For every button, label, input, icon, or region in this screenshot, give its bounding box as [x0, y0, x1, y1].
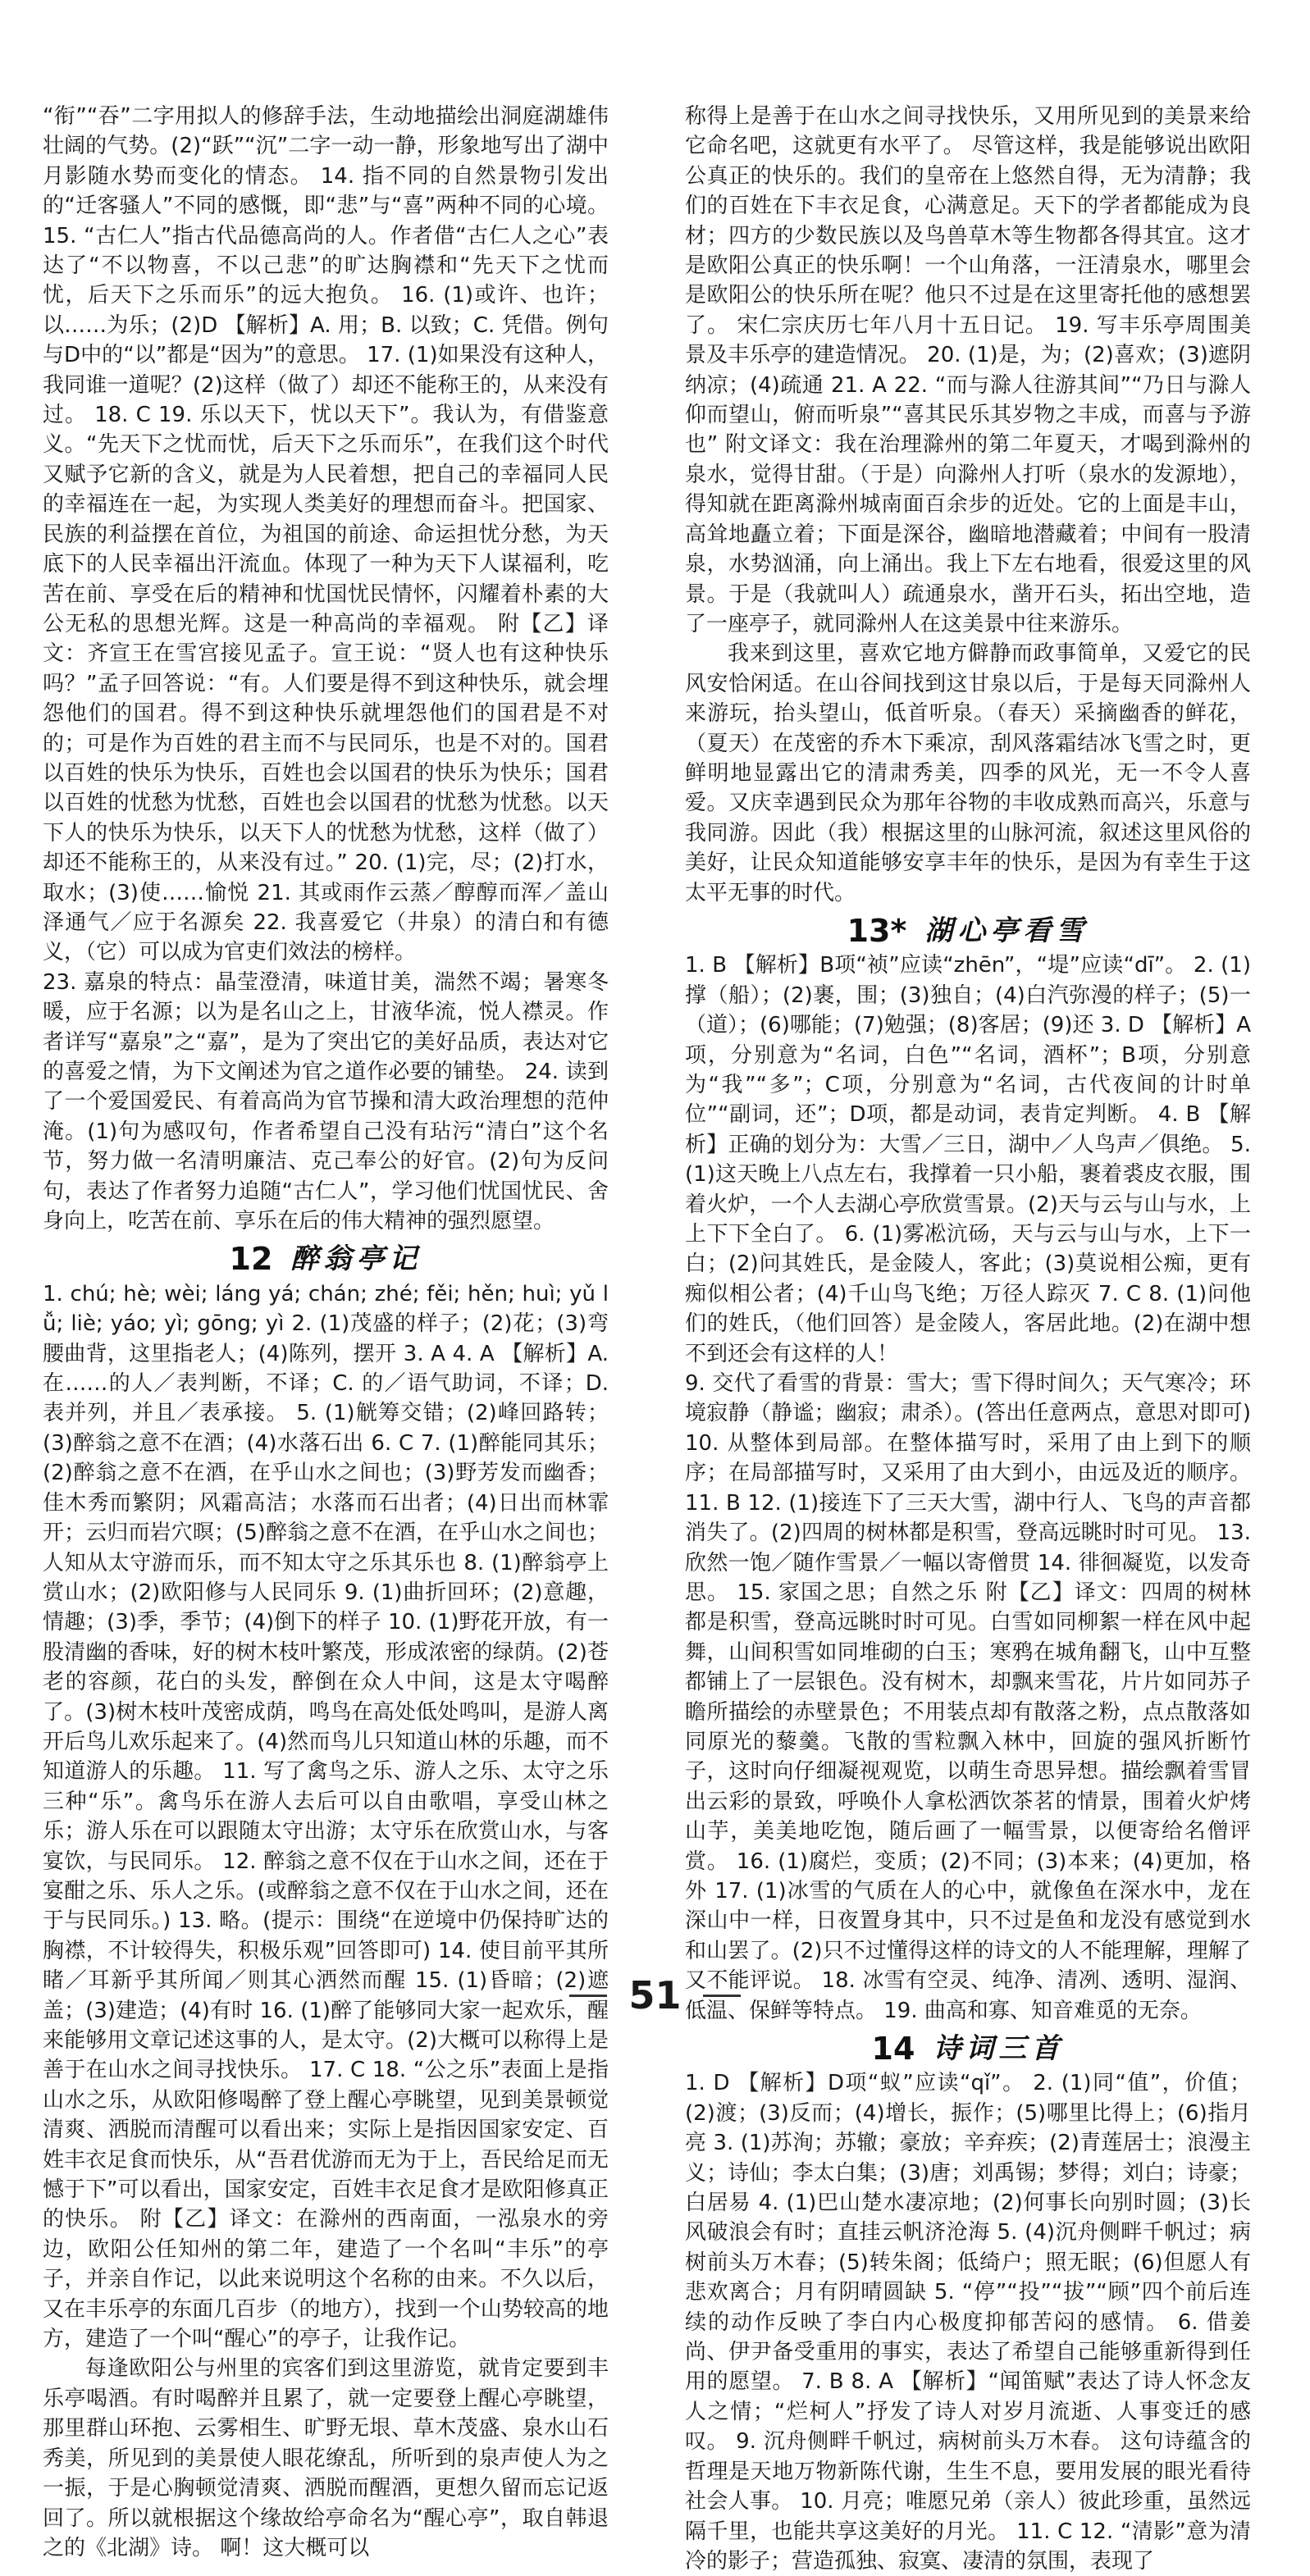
section-number: 13*: [847, 912, 907, 949]
right-column: [685, 102, 1251, 2576]
section-title: 诗词三首: [933, 2032, 1065, 2065]
footer-dash-right: [703, 1995, 741, 1997]
answer-text-block: “衔”“吞”二字用拟人的修辞手法，生动地描绘出洞庭湖雄伟壮阔的气势。(2)“跃”“沉”二字一动一静，形象地写出了湖中月影随水势而变化的情态。 14. 指不同的自然景物引发出的“迁客骚人”不同的感慨，即“悲”与“喜”两种不同的心境。 15. “古仁人”指古代品德高尚的人。作者借“古仁人之心”表达了“不以物喜，不以己悲”的旷达胸襟和“先天下之忧而忧，后天下之乐而乐”的远大抱负。 16. (1)或许、也许；以……为乐；(2)D 【解析】A. 用；B. 以致；C. 凭借。例句与D中的“以”都是“因为”的意思。 17. (1)如果没有这种人，我同谁一道呢？(2)这样（做了）却还不能称王的，从来没有过。 18. C 19. 乐以天下，忧以天下”。我认为，有借鉴意义。“先天下之忧而忧，后天下之乐而乐”，在我们这个时代又赋予它新的含义，就是为人民着想，把自己的幸福同人民的幸福连在一起，为实现人类美好的理想而奋斗。把国家、民族的利益摆在首位，为祖国的前途、命运担忧分愁，为天底下的人民幸福出汗流血。体现了一种为天下人谋福利，吃苦在前、享受在后的精神和忧国忧民情怀，闪耀着朴素的大公无私的思想光辉。这是一种高尚的幸福观。 附【乙】译文：齐宣王在雪宫接见孟子。宣王说：“贤人也有这种快乐吗？”孟子回答说：“有。人们要是得不到这种快乐，就会埋怨他们的国君。得不到这种快乐就埋怨他们的国君是不对的；可是作为百姓的君主而不与民同乐，也是不对的。国君以百姓的快乐为快乐，百姓也会以国君的快乐为快乐；国君以百姓的忧愁为忧愁，百姓也会以国君的忧愁为忧愁。以天下人的快乐为快乐，以天下人的忧愁为忧愁，这样（做了）却还不能称王的，从来没有过。” 20. (1)完，尽；(2)打水，取水；(3)使……愉悦 21. 其或雨作云蒸／醇醇而浑／盖山泽通气／应于名源矣 22. 我喜爱它（井泉）的清白和有德义，（它）可以成为官吏们效法的榜样。: [43, 104, 609, 965]
answer-text-block: 9. 交代了看雪的背景：雪大；雪下得时间久；天气寒冷；环境寂静（静谧；幽寂；肃杀）。(答出任意两点，意思对即可) 10. 从整体到局部。在整体描写时，采用了由上到下的顺序；在局部描写时，又采用了由大到小，由远及近的顺序。 11. B 12. (1)接连下了三天大雪，湖中行人、飞鸟的声音都消失了。(2)四周的树林都是积雪，登高远眺时时可见。 13. 欣然一饱／随作雪景／一幅以寄僧贯 14. 徘徊凝览，以发奇思。 15. 家国之思；自然之乐 附【乙】译文：四周的树林都是积雪，登高远眺时时可见。白雪如同柳絮一样在风中起舞，山间积雪如同堆砌的白玉；寒鸦在城角翻飞，山中互整都铺上了一层银色。没有树木，却飘来雪花，片片如同苏子瞻所描绘的赤壁景色；不用装点却有散落之粉，点点散落如同原光的藜羹。飞散的雪粒飘入林中，回旋的强风折断竹子，这时向仔细凝视观览，以萌生奇思异想。描绘飘着雪冒出云彩的景致，呼唤仆人拿松洒饮茶茗的情景，围着火炉烤山芋，美美地吃饱，随后画了一幅雪景，以便寄给名僧评赏。 16. (1)腐烂，变质；(2)不同；(3)本来；(4)更加，格外 17. (1)冰雪的气质在人的心中，就像鱼在深水中，龙在深山中一样，日夜置身其中，只不过是鱼和龙没有感觉到水和山罢了。(2)只不过懂得这样的诗文的人不能理解，理解了又不能评说。 18. 冰雪有空灵、纯净、清冽、透明、湿润、低温、保鲜等特点。 19. 曲高和寡、知音难觅的无奈。: [685, 1371, 1251, 2023]
page-footer: [0, 1973, 1310, 2017]
answer-text-block: 称得上是善于在山水之间寻找快乐，又用所见到的美景来给它命名吧，这就更有水平了。 尽管这样，我是能够说出欧阳公真正的快乐的。我们的皇帝在上悠然自得，无为清静；我们的百姓在下丰衣足食，心满意足。天下的学者都能成为良材；四方的少数民族以及鸟兽草木等生物都各得其宜。这才是欧阳公真正的快乐啊！一个山角落，一汪清泉水，哪里会是欧阳公的快乐所在呢？他只不过是在这里寄托他的感想罢了。 宋仁宗庆历七年八月十五日记。 19. 写丰乐亭周围美景及丰乐亭的建造情况。 20. (1)是，为；(2)喜欢；(3)遮阴纳凉；(4)疏通 21. A 22. “而与滁人往游其间”“乃日与滁人仰而望山，俯而听泉”“喜其民乐其岁物之丰成，而喜与予游也” 附文译文：我在治理滁州的第二年夏天，才喝到滁州的泉水，觉得甘甜。（于是）向滁州人打听（泉水的发源地），得知就在距离滁州城南面百余步的近处。它的上面是丰山，高耸地矗立着；下面是深谷，幽暗地潜藏着；中间有一股清泉，水势汹涌，向上涌出。我上下左右地看，很爱这里的风景。于是（我就叫人）疏通泉水，凿开石头，拓出空地，造了一座亭子，就同滁州人在这美景中往来游乐。: [685, 104, 1251, 636]
left-column: [43, 102, 609, 2563]
answer-text-block: 1. D 【解析】D项“蚁”应读“qǐ”。 2. (1)同“值”，价值；(2)渡；(3)反而；(4)增长，振作；(5)哪里比得上；(6)指月亮 3. (1)苏洵；苏辙；豪放；辛弃疾；(2)青莲居士；浪漫主义；诗仙；李太白集；(3)唐；刘禹锡；梦得；刘白；诗豪；白居易 4. (1)巴山楚水凄凉地；(2)何事长向别时圆；(3)长风破浪会有时；直挂云帆济沧海 5. (4)沉舟侧畔千帆过；病树前头万木春；(5)转朱阁；低绮户；照无眠；(6)但愿人有悲欢离合；月有阴晴圆缺 5. “停”“投”“拔”“顾”四个前后连续的动作反映了李白内心极度抑郁苦闷的感情。 6. 借姜尚、伊尹备受重用的事实，表达了希望自己能够重新得到任用的愿望。 7. B 8. A 【解析】“闻笛赋”表达了诗人怀念友人之情；“烂柯人”抒发了诗人对岁月流逝、人事变迁的感叹。 9. 沉舟侧畔千帆过，病树前头万木春。 这句诗蕴含的哲理是天地万物新陈代谢，生生不息，要用发展的眼光看待社会人事。 10. 月亮；唯愿兄弟（亲人）彼此珍重，虽然远隔千里，也能共享这美好的月光。 11. C 12. “清影”意为清冷的影子；营造孤独、寂寞、凄清的氛围，表现了: [685, 2071, 1251, 2574]
section-heading: [685, 912, 1251, 949]
section-title: 醉翁亭记: [290, 1242, 422, 1276]
section-heading: [685, 2031, 1251, 2067]
translation-paragraph: 我来到这里，喜欢它地方僻静而政事简单，又爱它的民风安恰闲适。在山谷间找到这甘泉以后，于是每天同滁州人来游玩，抬头望山，低首听泉。（春天）采摘幽香的鲜花，（夏天）在茂密的乔木下乘凉，刮风落霜结冰飞雪之时，更鲜明地显露出它的清肃秀美，四季的风光，无一不令人喜爱。又庆幸遇到民众为那年谷物的丰收成熟而高兴，乐意与我同游。因此（我）根据这里的山脉河流，叙述这里风俗的美好，让民众知道能够安享丰年的快乐，是因为有幸生于这太平无事的时代。: [685, 641, 1251, 905]
page-number: 51: [628, 1973, 682, 2017]
footer-dash-left: [569, 1995, 607, 1997]
section-heading: [43, 1241, 609, 1278]
section-title: 湖心亭看雪: [924, 914, 1089, 947]
translation-paragraph: 每逢欧阳公与州里的宾客们到这里游览，就肯定要到丰乐亭喝酒。有时喝醉并且累了，就一定要登上醒心亭眺望，那里群山环抱、云雾相生、旷野无垠、草木茂盛、泉水山石秀美，所见到的美景使人眼花缭乱，所听到的泉声使人为之一振，于是心胸顿觉清爽、洒脱而醒酒，更想久留而忘记返回了。所以就根据这个缘故给亭命名为“醒心亭”，取自韩退之的《北湖》诗。 啊！这大概可以: [43, 2356, 609, 2560]
answer-text-block: 1. B 【解析】B项“祯”应读“zhēn”，“堤”应读“dī”。 2. (1)撑（船）；(2)裹，围；(3)独自；(4)白汽弥漫的样子；(5)一（道）；(6)哪能；(7)勉强；(8)客居；(9)还 3. D 【解析】A项，分别意为“名词，白色”“名词，酒杯”；B项，分别意为“我”“多”；C项，分别意为“名词，古代夜间的计时单位”“副词，还”；D项，都是动词，表肯定判断。 4. B 【解析】正确的划分为：大雪／三日，湖中／人鸟声／俱绝。 5. (1)这天晚上八点左右，我撑着一只小船，裹着裘皮衣服，围着火炉，一个人去湖心亭欣赏雪景。(2)天与云与山与水，上上下下全白了。 6. (1)雾凇沆砀，天与云与山与水，上下一白；(2)问其姓氏，是金陵人，客此；(3)莫说相公痴，更有痴似相公者；(4)千山鸟飞绝；万径人踪灭 7. C 8. (1)问他们的姓氏，（他们回答）是金陵人，客居此地。(2)在湖中想不到还会有这样的人！: [685, 953, 1251, 1366]
answer-text-block: 23. 嘉泉的特点：晶莹澄清，味道甘美，湍然不竭；暑寒冬暖，应于名源；以为是名山之上，甘液华流，悦人襟灵。作者详写“嘉泉”之“嘉”，是为了突出它的美好品质，表达对它的喜爱之情，为下文阐述为官之道作必要的铺垫。 24. 读到了一个爱国爱民、有着高尚为官节操和清大政治理想的范仲淹。(1)句为感叹句，作者希望自己没有玷污“清白”这个名节，努力做一名清明廉洁、克己奉公的好官。(2)句为反问句，表达了作者努力追随“古仁人”，学习他们忧国忧民、舍身向上，吃苦在前、享乐在后的伟大精神的强烈愿望。: [43, 969, 609, 1234]
answer-text-block: 1. chú; hè; wèi; láng yá; chán; zhé; fěi; hěn; huì; yǔ lǚ; liè; yáo; yì; gōng; yì 2. (1)茂盛的样子；(2)花；(3)弯腰曲背，这里指老人；(4)陈列，摆开 3. A 4. A 【解析】A. 在……的人／表判断，不译；C. 的／语气助词，不译；D. 表并列，并且／表承接。 5. (1)觥筹交错；(2)峰回路转；(3)醉翁之意不在酒；(4)水落石出 6. C 7. (1)醉能同其乐；(2)醉翁之意不在酒，在乎山水之间也；(3)野芳发而幽香；佳木秀而繁阴；风霜高洁；水落而石出者；(4)日出而林霏开；云归而岩穴暝；(5)醉翁之意不在酒，在乎山水之间也；人知从太守游而乐，而不知太守之乐其乐也 8. (1)醉翁亭上赏山水；(2)欧阳修与人民同乐 9. (1)曲折回环；(2)意趣，情趣；(3)季，季节；(4)倒下的样子 10. (1)野花开放，有一股清幽的香味，好的树木枝叶繁茂，形成浓密的绿荫。(2)苍老的容颜，花白的头发，醉倒在众人中间，这是太守喝醉了。(3)树木枝叶茂密成荫，鸣鸟在高处低处鸣叫，是游人离开后鸟儿欢乐起来了。(4)然而鸟儿只知道山林的乐趣，而不知道游人的乐趣。 11. 写了禽鸟之乐、游人之乐、太守之乐三种“乐”。禽鸟乐在游人去后可以自由歌唱，享受山林之乐；游人乐在可以跟随太守出游；太守乐在欣赏山水，与客宴饮，与民同乐。 12. 醉翁之意不仅在于山水之间，还在于宴酣之乐、乐人之乐。(或醉翁之意不仅在于山水之间，还在于与民同乐。) 13. 略。(提示：围绕“在逆境中仍保持旷达的胸襟，不计较得失，积极乐观”回答即可) 14. 使目前平其所睹／耳新乎其所闻／则其心洒然而醒 15. (1)昏暗；(2)遮盖；(3)建造；(4)有时 16. (1)醉了能够同大家一起欢乐，醒来能够用文章记述这事的人，是太守。(2)大概可以称得上是善于在山水之间寻找快乐。 17. C 18. “公之乐”表面上是指山水之乐，从欧阳修喝醉了登上醒心亭眺望，见到美景顿觉清爽、洒脱而清醒可以看出来；实际上是指因国家安定、百姓丰衣足食而快乐，从“吾君优游而无为于上，吾民给足而无憾于下”可以看出，国家安定，百姓丰衣足食才是欧阳修真正的快乐。 附【乙】译文：在滁州的西南面，一泓泉水的旁边，欧阳公任知州的第二年，建造了一个名叫“丰乐”的亭子，并亲自作记，以此来说明这个名称的由来。不久以后，又在丰乐亭的东面几百步（的地方），找到一个山势较高的地方，建造了一个叫“醒心”的亭子，让我作记。: [43, 1281, 609, 2352]
section-number: 12: [229, 1241, 273, 1278]
section-number: 14: [871, 2031, 915, 2067]
